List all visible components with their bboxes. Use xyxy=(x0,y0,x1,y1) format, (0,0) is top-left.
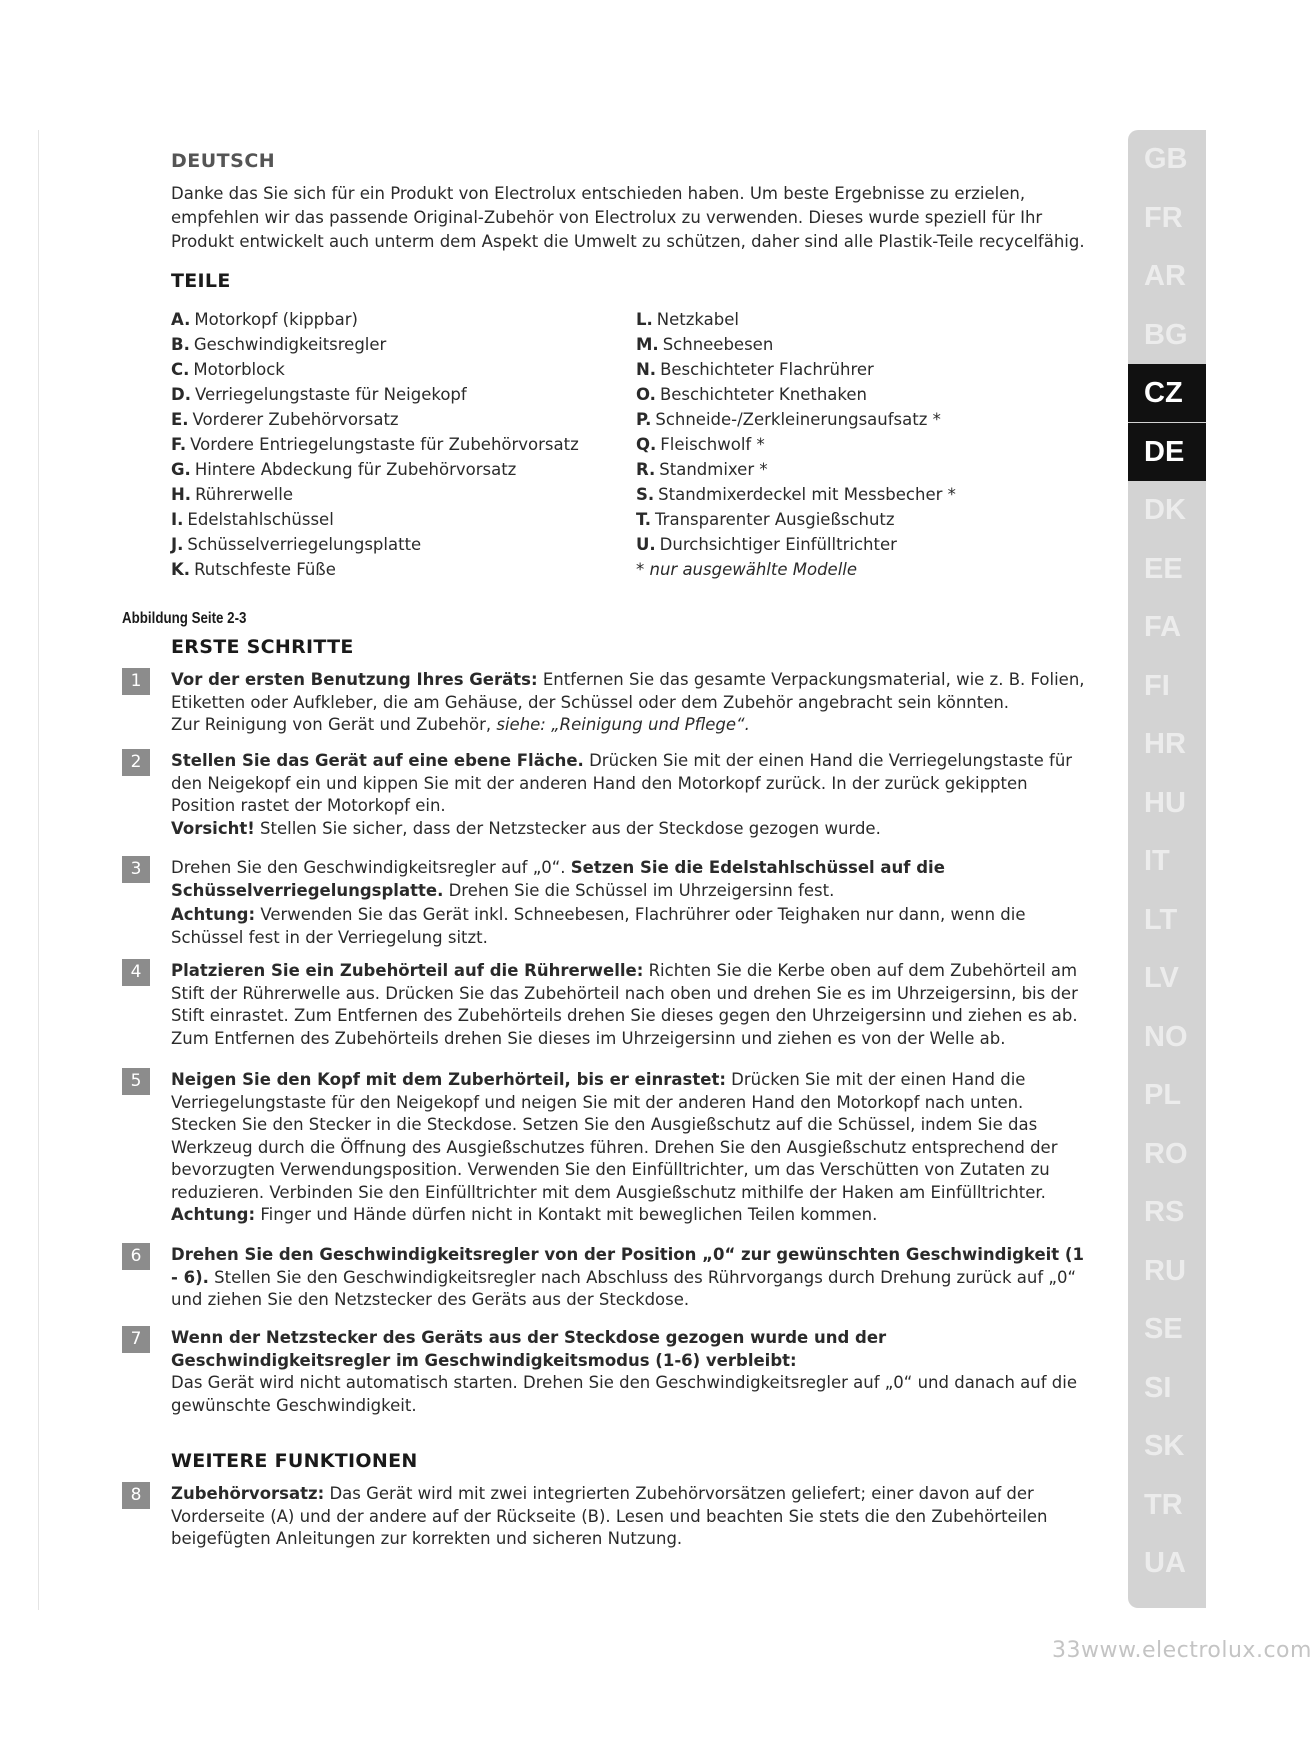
parts-list-right xyxy=(636,307,956,582)
part-item-n: N. Beschichteter Flachrührer xyxy=(636,360,874,379)
part-item-p: P. Schneide-/Zerkleinerungsaufsatz * xyxy=(636,410,941,429)
page-footer: 33www.electrolux.com xyxy=(1052,1638,1312,1663)
step-badge-7: 7 xyxy=(122,1326,150,1353)
lang-tab-tr[interactable]: TR xyxy=(1144,1488,1183,1521)
lang-tab-cz[interactable]: CZ xyxy=(1128,364,1206,422)
part-item-q: Q. Fleischwolf * xyxy=(636,435,765,454)
part-item-b: B. Geschwindigkeitsregler xyxy=(171,335,387,354)
lang-tab-rs[interactable]: RS xyxy=(1144,1196,1185,1228)
parts-heading: TEILE xyxy=(171,270,231,292)
step-badge-5: 5 xyxy=(122,1068,150,1095)
page-margin-line xyxy=(38,130,39,1610)
step-badge-6: 6 xyxy=(122,1243,150,1270)
part-item-r: R. Standmixer * xyxy=(636,460,768,479)
part-item-f: F. Vordere Entriegelungstaste für Zubehörvorsatz xyxy=(171,435,579,454)
lang-tab-si[interactable]: SI xyxy=(1144,1371,1172,1404)
more-functions-heading: WEITERE FUNKTIONEN xyxy=(171,1450,418,1472)
lang-tab-ar[interactable]: AR xyxy=(1144,260,1186,292)
part-item-j: J. Schüsselverriegelungsplatte xyxy=(171,535,422,554)
step-badge-3: 3 xyxy=(122,856,150,883)
part-item-d: D. Verriegelungstaste für Neigekopf xyxy=(171,385,467,404)
step-badge-8: 8 xyxy=(122,1482,150,1509)
step-badge-1: 1 xyxy=(122,668,150,695)
lang-tab-ua[interactable]: UA xyxy=(1144,1547,1186,1579)
lang-tab-lt[interactable]: LT xyxy=(1144,903,1178,936)
part-item-u: U. Durchsichtiger Einfülltrichter xyxy=(636,535,897,554)
step-2-text: Stellen Sie das Gerät auf eine ebene Fläche. Drücken Sie mit der einen Hand die Verriegelungstaste für den Neigekopf ein und kippen Sie mit der anderen Hand den Motorkopf zurück. In der zurück gekippten Position rastet der Motorkopf ein. Vorsicht! Stellen Sie sicher, dass der Netzstecker aus der Steckdose gezogen wurde. xyxy=(171,751,1073,838)
part-item-l: L. Netzkabel xyxy=(636,310,740,329)
part-item-a: A. Motorkopf (kippbar) xyxy=(171,310,358,329)
parts-note: * nur ausgewählte Modelle xyxy=(636,560,858,579)
lang-tab-de[interactable]: DE xyxy=(1128,423,1206,481)
first-steps-heading: ERSTE SCHRITTE xyxy=(171,636,354,658)
part-item-i: I. Edelstahlschüssel xyxy=(171,510,334,529)
lang-tab-pl[interactable]: PL xyxy=(1144,1079,1182,1111)
lang-tab-hr[interactable]: HR xyxy=(1144,728,1186,760)
part-item-t: T. Transparenter Ausgießschutz xyxy=(636,510,895,529)
part-item-g: G. Hintere Abdeckung für Zubehörvorsatz xyxy=(171,460,517,479)
intro-paragraph: Danke das Sie sich für ein Produkt von Electrolux entschieden haben. Um beste Ergebnisse zu erzielen, empfehlen wir das passende Original-Zubehör von Electrolux zu verwenden. Dieses wurde speziell für Ihr Produkt entwickelt auch unterm dem Aspekt die Umwelt zu schützen, daher sind alle Plastik-Teile recycelfähig. xyxy=(171,184,1085,251)
lang-tab-dk[interactable]: DK xyxy=(1144,494,1186,526)
step-1-text: Vor der ersten Benutzung Ihres Geräts: Entfernen Sie das gesamte Verpackungsmaterial, wie z. B. Folien, Etiketten oder Aufkleber, die am Gehäuse, der Schüssel oder dem Zubehör angebracht sein könnten. Zur Reinigung von Gerät und Zubehör, siehe: „Reinigung und Pflege“. xyxy=(171,670,1085,734)
part-item-s: S. Standmixerdeckel mit Messbecher * xyxy=(636,485,956,504)
lang-tab-lv[interactable]: LV xyxy=(1144,962,1179,994)
lang-tab-sk[interactable]: SK xyxy=(1144,1430,1185,1462)
lang-tab-no[interactable]: NO xyxy=(1144,1020,1188,1053)
step-4-text: Platzieren Sie ein Zubehörteil auf die Rührerwelle: Richten Sie die Kerbe oben auf dem Zubehörteil am Stift der Rührerwelle aus. Drücken Sie das Zubehörteil nach oben und drehen Sie es im Uhrzeigersinn, bis der Stift einrastet. Zum Entfernen des Zubehörteils drehen Sie dieses gegen den Uhrzeigersinn und ziehen es ab. Zum Entfernen des Zubehörteils drehen Sie dieses im Uhrzeigersinn und ziehen es von der Welle ab. xyxy=(171,961,1078,1048)
lang-tab-fa[interactable]: FA xyxy=(1144,611,1182,643)
lang-tab-fr[interactable]: FR xyxy=(1144,201,1183,234)
part-item-m: M. Schneebesen xyxy=(636,335,774,354)
lang-tab-hu[interactable]: HU xyxy=(1144,786,1186,819)
lang-tab-ru[interactable]: RU xyxy=(1144,1254,1186,1287)
part-item-h: H. Rührerwelle xyxy=(171,485,294,504)
part-item-e: E. Vorderer Zubehörvorsatz xyxy=(171,410,399,429)
part-item-c: C. Motorblock xyxy=(171,360,285,379)
step-6-text: Drehen Sie den Geschwindigkeitsregler von der Position „0“ zur gewünschten Geschwindigkeit (1 - 6). Stellen Sie den Geschwindigkeitsregler nach Abschluss des Rührvorgangs durch Drehung zurück auf „0“ und ziehen Sie den Netzstecker des Geräts aus der Steckdose. xyxy=(171,1245,1084,1309)
lang-tab-bg[interactable]: BG xyxy=(1144,318,1188,351)
parts-list-left xyxy=(171,307,579,582)
lang-tab-it[interactable]: IT xyxy=(1144,845,1170,877)
step-7-text: Wenn der Netzstecker des Geräts aus der Steckdose gezogen wurde und der Geschwindigkeitsregler im Geschwindigkeitsmodus (1-6) verbleibt: Das Gerät wird nicht automatisch starten. Drehen Sie den Geschwindigkeitsregler auf „0“ und danach auf die gewünschte Geschwindigkeit. xyxy=(171,1328,1077,1415)
step-3-text: Drehen Sie den Geschwindigkeitsregler auf „0“. Setzen Sie die Edelstahlschüssel auf die Schüsselverriegelungsplatte. Drehen Sie die Schüssel im Uhrzeigersinn fest. Achtung: Verwenden Sie das Gerät inkl. Schneebesen, Flachrührer oder Teighaken nur dann, wenn die Schüssel fest in der Verriegelung sitzt. xyxy=(171,858,1026,947)
step-badge-2: 2 xyxy=(122,749,150,776)
lang-tab-ee[interactable]: EE xyxy=(1144,552,1183,585)
step-badge-4: 4 xyxy=(122,959,150,986)
step-8-text: Zubehörvorsatz: Das Gerät wird mit zwei integrierten Zubehörvorsätzen geliefert; einer davon auf der Vorderseite (A) und der andere auf der Rückseite (B). Lesen und beachten Sie stets die den Zubehörteilen beigefügten Anleitungen zur korrekten und sicheren Nutzung. xyxy=(171,1484,1048,1548)
figure-reference: Abbildung Seite 2-3 xyxy=(122,610,247,627)
part-item-o: O. Beschichteter Knethaken xyxy=(636,385,867,404)
lang-tab-gb[interactable]: GB xyxy=(1144,143,1188,175)
step-5-text: Neigen Sie den Kopf mit dem Zuberhörteil, bis er einrastet: Drücken Sie mit der einen Hand die Verriegelungstaste für den Neigekopf und neigen Sie mit der anderen Hand den Motorkopf nach unten. Stecken Sie den Stecker in die Steckdose. Setzen Sie den Ausgießschutz auf die Schüssel, indem Sie das Werkzeug durch die Öffnung des Ausgießschutzes führen. Drehen Sie den Ausgießschutz entsprechend der bevorzugten Verwendungsposition. Verwenden Sie den Einfülltrichter, um das Verschütten von Zutaten zu reduzieren. Verbinden Sie den Einfülltrichter mit dem Ausgießschutz mithilfe der Haken am Einfülltrichter. Achtung: Finger und Hände dürfen nicht in Kontakt mit beweglichen Teilen kommen. xyxy=(171,1070,1058,1224)
language-heading: DEUTSCH xyxy=(171,150,276,172)
lang-tab-ro[interactable]: RO xyxy=(1144,1137,1188,1170)
lang-tab-se[interactable]: SE xyxy=(1144,1313,1183,1345)
part-item-k: K. Rutschfeste Füße xyxy=(171,560,336,579)
language-tab-bar xyxy=(1128,130,1206,1608)
lang-tab-fi[interactable]: FI xyxy=(1144,669,1170,702)
